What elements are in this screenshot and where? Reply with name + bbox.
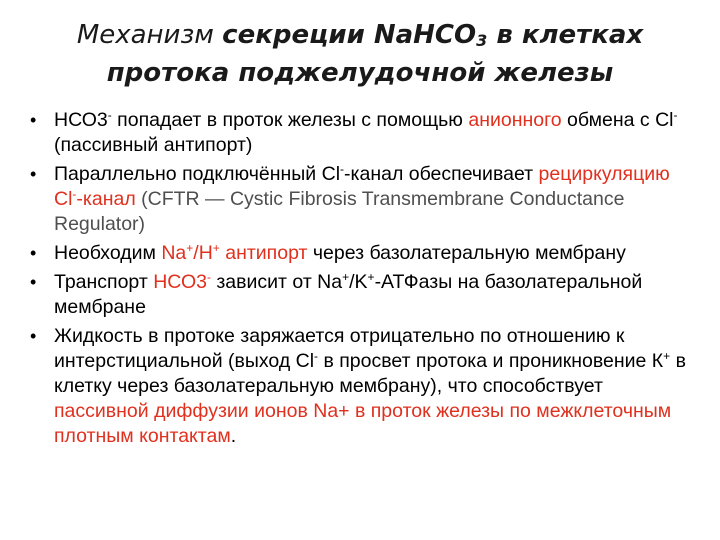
superscript: - bbox=[206, 270, 211, 284]
title-line1-c: в клетках bbox=[487, 20, 644, 50]
text: -АТФазы на базолатеральной мембране bbox=[54, 271, 643, 318]
bullet-item-3 bbox=[28, 241, 696, 266]
page-title bbox=[40, 16, 680, 92]
superscript: + bbox=[367, 270, 375, 284]
text: Параллельно подключённый Cl bbox=[54, 163, 341, 185]
highlight-text: НСО3 bbox=[153, 271, 207, 293]
highlight-text: -канал bbox=[76, 188, 136, 210]
highlight-text: пассивной диффузии ионов Na+ в проток железы по межклеточным плотным контактам bbox=[54, 400, 672, 447]
text: обмена с Cl bbox=[561, 109, 674, 131]
text: попадает в проток железы с помощью bbox=[111, 109, 469, 131]
bullet-item-5 bbox=[28, 324, 696, 449]
text: Транспорт bbox=[54, 271, 154, 293]
cftr-note: (CFTR — Cystic Fibrosis Transmembrane Conductance Regulator) bbox=[54, 188, 625, 235]
highlight-text: анионного bbox=[468, 109, 562, 131]
superscript: + bbox=[186, 241, 194, 255]
highlight-text: рециркуляцию Cl bbox=[54, 163, 670, 210]
superscript: - bbox=[314, 349, 319, 363]
text: Жидкость в протоке заряжается отрицательно по отношению к интерстициальной (выход Cl bbox=[54, 325, 625, 372]
highlight-text: Na bbox=[161, 242, 187, 264]
text: НСО3 bbox=[54, 109, 108, 131]
text: в клетку через базолатеральную мембрану), что способствует bbox=[54, 350, 686, 397]
text: в просвет протока и проникновение К bbox=[318, 350, 664, 372]
superscript: + bbox=[212, 241, 220, 255]
superscript: - bbox=[72, 187, 77, 201]
bullet-item-1 bbox=[28, 108, 696, 158]
text: /K bbox=[349, 271, 368, 293]
title-line1-b: секреции NaHCO bbox=[222, 20, 477, 50]
title-line1-a: Механизм bbox=[76, 20, 223, 50]
superscript: + bbox=[663, 349, 671, 363]
highlight-text: антипорт bbox=[219, 242, 308, 264]
bullet-item-4 bbox=[28, 270, 696, 320]
text: -канал обеспечивает bbox=[344, 163, 539, 185]
superscript: - bbox=[340, 162, 345, 176]
bullet-item-2 bbox=[28, 162, 696, 237]
highlight-text: /H bbox=[193, 242, 213, 264]
bullet-list bbox=[28, 108, 696, 453]
text: Необходим bbox=[54, 242, 162, 264]
title-line2: протока поджелудочной железы bbox=[106, 58, 614, 88]
superscript: - bbox=[107, 108, 112, 122]
superscript: + bbox=[342, 270, 350, 284]
text: . bbox=[230, 425, 237, 447]
superscript: - bbox=[673, 108, 678, 122]
title-subscript: 3 bbox=[476, 31, 488, 50]
text: (пассивный антипорт) bbox=[54, 134, 253, 156]
text: через базолатеральную мембрану bbox=[307, 242, 626, 264]
text: зависит от Na bbox=[210, 271, 343, 293]
